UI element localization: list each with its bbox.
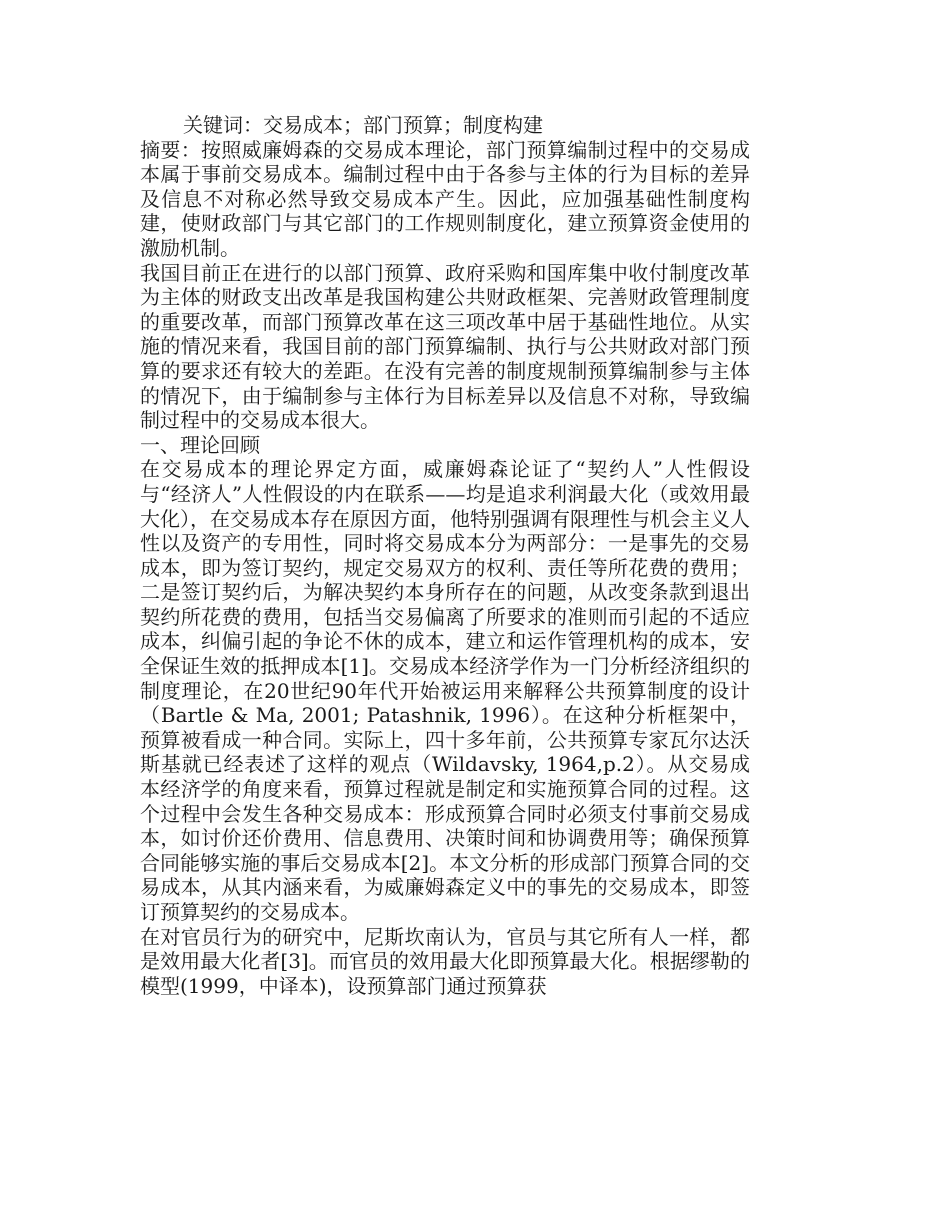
abstract-paragraph: 摘要：按照威廉姆森的交易成本理论，部门预算编制过程中的交易成本属于事前交易成本。编制过程中由于各参与主体的行为目标的差异及信息不对称必然导致交易成本产生。因此，应加强基础性制度构建，使财政部门与其它部门的工作规则制度化，建立预算资金使用的激励机制。 bbox=[140, 137, 750, 260]
theory-paragraph-2: 在对官员行为的研究中，尼斯坎南认为，官员与其它所有人一样，都是效用最大化者[3]。而官员的效用最大化即预算最大化。根据缪勒的模型(1999，中译本)，设预算部门通过预算获 bbox=[140, 924, 750, 998]
document-page bbox=[140, 113, 750, 998]
keywords-line: 关键词：交易成本；部门预算；制度构建 bbox=[183, 113, 543, 137]
section-heading-theory-review: 一、理论回顾 bbox=[140, 432, 260, 457]
theory-paragraph-1: 在交易成本的理论界定方面，威廉姆森论证了“契约人”人性假设与“经济人”人性假设的内在联系——均是追求利润最大化（或效用最大化），在交易成本存在原因方面，他特别强调有限理性与机会主义人性以及资产的专用性，同时将交易成本分为两部分：一是事先的交易成本，即为签订契约，规定交易双方的权利、责任等所花费的费用；二是签订契约后，为解决契约本身所存在的问题，从改变条款到退出契约所花费的费用，包括当交易偏离了所要求的准则而引起的不适应成本，纠偏引起的争论不休的成本，建立和运作管理机构的成本，安全保证生效的抵押成本[1]。交易成本经济学作为一门分析经济组织的制度理论，在20世纪90年代开始被运用来解释公共预算制度的设计（Bartle & Ma, 2001; Patashnik, 1996）。在这种分析框架中，预算被看成一种合同。实际上，四十多年前，公共预算专家瓦尔达沃斯基就已经表述了这样的观点（Wildavsky, 1964,p.2）。从交易成本经济学的角度来看，预算过程就是制定和实施预算合同的过程。这个过程中会发生各种交易成本：形成预算合同时必须支付事前交易成本，如讨价还价费用、信息费用、决策时间和协调费用等；确保预算合同能够实施的事后交易成本[2]。本文分析的形成部门预算合同的交易成本，从其内涵来看，为威廉姆森定义中的事先的交易成本，即签订预算契约的交易成本。 bbox=[140, 457, 750, 924]
intro-paragraph: 我国目前正在进行的以部门预算、政府采购和国库集中收付制度改革为主体的财政支出改革是我国构建公共财政框架、完善财政管理制度的重要改革，而部门预算改革在这三项改革中居于基础性地位。从实施的情况来看，我国目前的部门预算编制、执行与公共财政对部门预算的要求还有较大的差距。在没有完善的制度规制预算编制参与主体的情况下，由于编制参与主体行为目标差异以及信息不对称，导致编制过程中的交易成本很大。 bbox=[140, 260, 750, 433]
